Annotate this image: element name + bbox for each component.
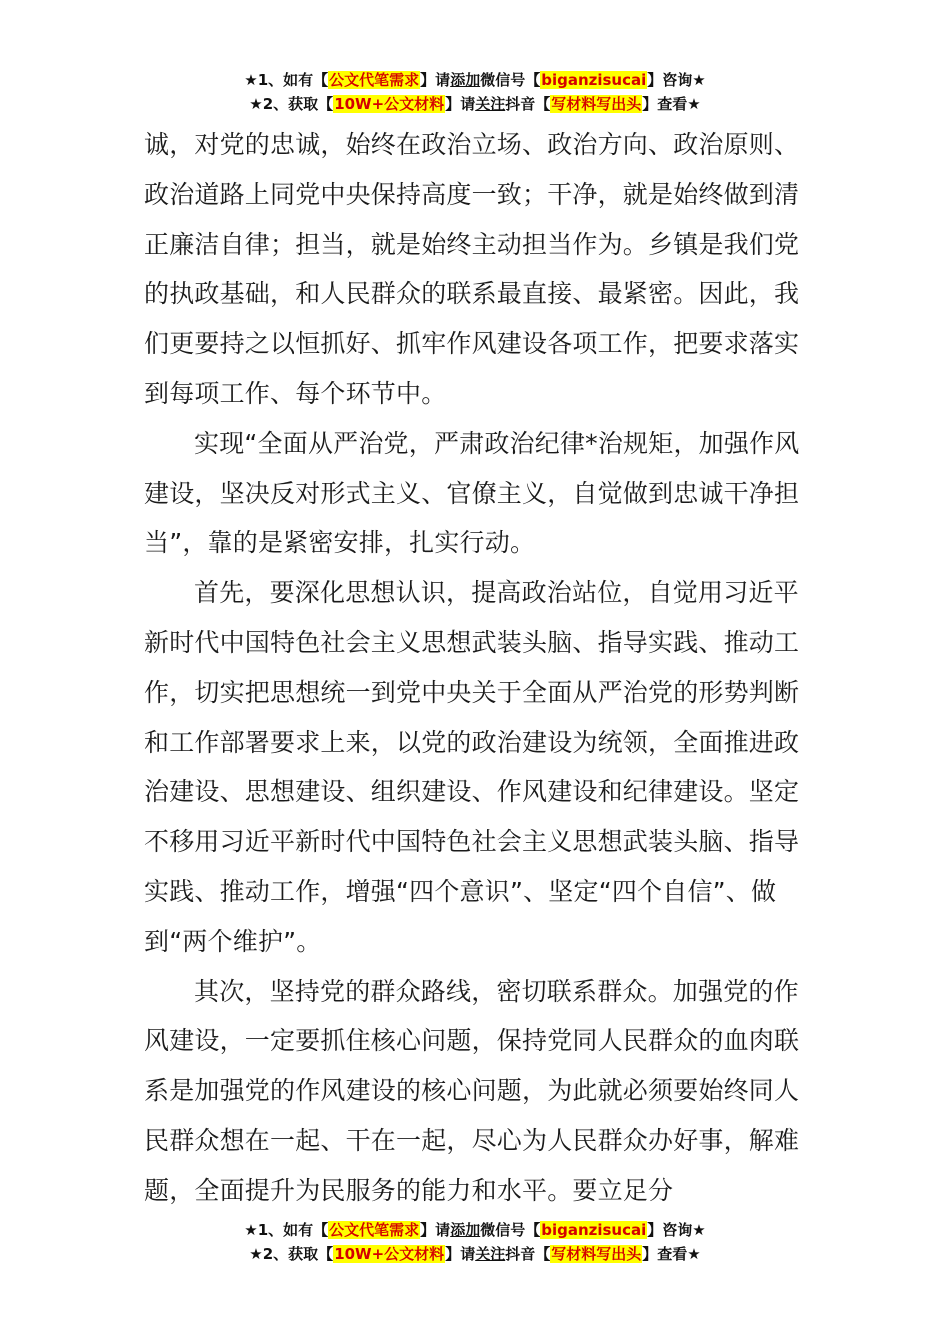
banner-text: ★1、如有【 xyxy=(244,1221,329,1239)
document-body xyxy=(144,120,804,1216)
banner-line-2 xyxy=(0,1242,950,1266)
banner-text: 】查看★ xyxy=(642,95,701,113)
banner-line-2 xyxy=(0,92,950,116)
banner-text: 】咨询★ xyxy=(647,71,706,89)
paragraph: 其次，坚持党的群众路线，密切联系群众。加强党的作风建设，一定要抓住核心问题，保持党同人民群众的血肉联系是加强党的作风建设的核心问题，为此就必须要始终同人民群众想在一起、干在一起，尽心为人民群众办好事，解难题，全面提升为民服务的能力和水平。要立足分 xyxy=(144,976,800,1205)
banner-text: 微信号【 xyxy=(480,1221,541,1239)
banner-text: 】请 xyxy=(420,71,451,89)
banner-highlight: 写材料写出头 xyxy=(551,95,642,113)
banner-emphasis: 添加 xyxy=(450,1221,481,1239)
banner-highlight: 10W+公文材料 xyxy=(334,1245,445,1263)
banner-line-1 xyxy=(0,1218,950,1242)
banner-highlight: biganzisucai xyxy=(541,1221,647,1239)
banner-highlight: 10W+公文材料 xyxy=(334,95,445,113)
banner-text: ★2、获取【 xyxy=(249,95,334,113)
banner-highlight: biganzisucai xyxy=(541,71,647,89)
banner-emphasis: 关注 xyxy=(475,95,506,113)
banner-text: ★1、如有【 xyxy=(244,71,329,89)
banner-text: 微信号【 xyxy=(480,71,541,89)
header-banner xyxy=(0,68,950,116)
banner-text: 抖音【 xyxy=(505,1245,551,1263)
banner-text: 】请 xyxy=(445,95,476,113)
banner-emphasis: 关注 xyxy=(475,1245,506,1263)
banner-highlight: 公文代笔需求 xyxy=(329,1221,420,1239)
paragraph-continued: 诚，对党的忠诚，始终在政治立场、政治方向、政治原则、政治道路上同党中央保持高度一致；干净，就是始终做到清正廉洁自律；担当，就是始终主动担当作为。乡镇是我们党的执政基础，和人民群众的联系最直接、最紧密。因此，我们更要持之以恒抓好、抓牢作风建设各项工作，把要求落实到每项工作、每个环节中。 xyxy=(144,130,800,408)
banner-text: 】咨询★ xyxy=(647,1221,706,1239)
banner-text: 】请 xyxy=(445,1245,476,1263)
banner-highlight: 写材料写出头 xyxy=(551,1245,642,1263)
footer-banner xyxy=(0,1218,950,1266)
banner-text: 】查看★ xyxy=(642,1245,701,1263)
banner-text: 】请 xyxy=(420,1221,451,1239)
banner-line-1 xyxy=(0,68,950,92)
paragraph: 首先，要深化思想认识，提高政治站位，自觉用习近平新时代中国特色社会主义思想武装头脑、指导实践、推动工作，切实把思想统一到党中央关于全面从严治党的形势判断和工作部署要求上来，以党的政治建设为统领，全面推进政治建设、思想建设、组织建设、作风建设和纪律建设。坚定不移用习近平新时代中国特色社会主义思想武装头脑、指导实践、推动工作，增强“四个意识”、坚定“四个自信”、做到“两个维护”。 xyxy=(144,578,800,956)
banner-emphasis: 添加 xyxy=(450,71,481,89)
banner-text: 抖音【 xyxy=(505,95,551,113)
banner-highlight: 公文代笔需求 xyxy=(329,71,420,89)
banner-text: ★2、获取【 xyxy=(249,1245,334,1263)
paragraph: 实现“全面从严治党，严肃政治纪律*治规矩，加强作风建设，坚决反对形式主义、官僚主义，自觉做到忠诚干净担当”，靠的是紧密安排，扎实行动。 xyxy=(144,428,800,558)
